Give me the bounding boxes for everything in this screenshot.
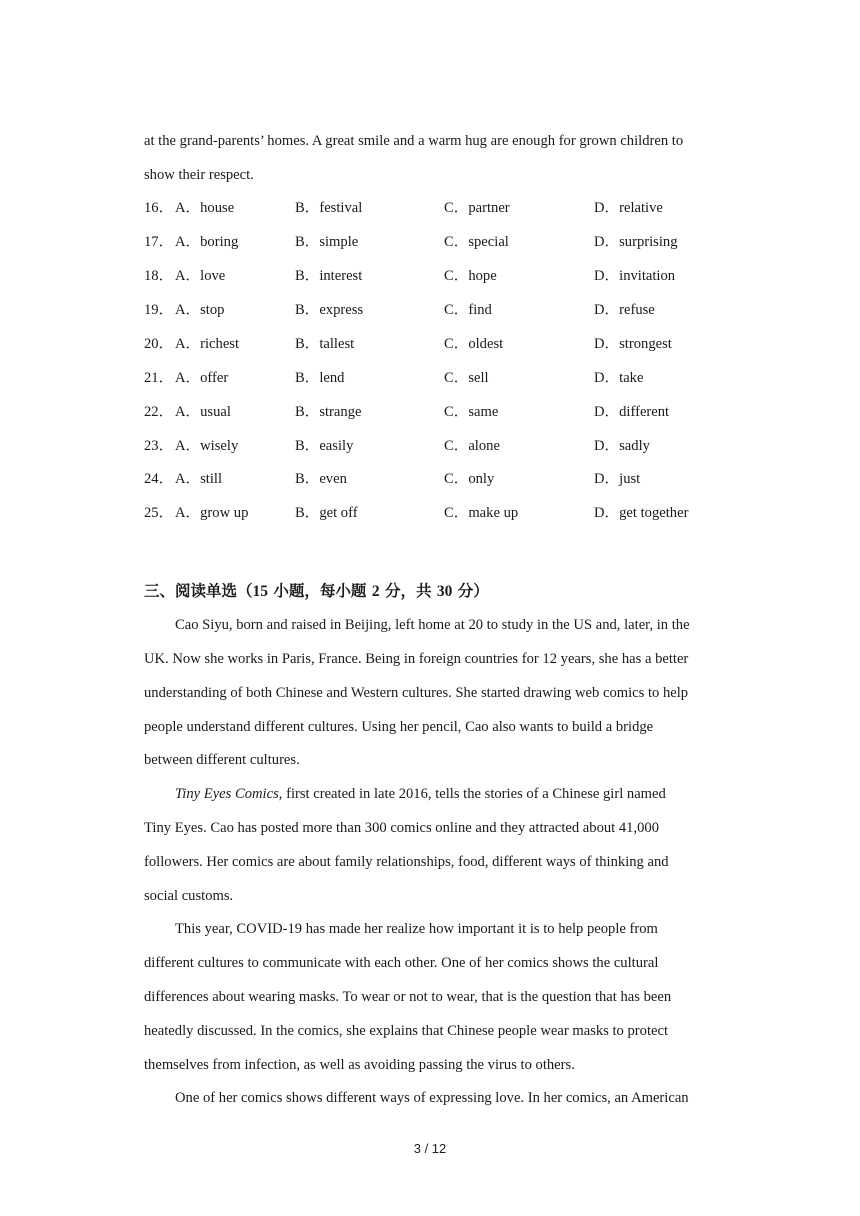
- option-c: C．make up: [444, 505, 519, 521]
- option-b: B．simple: [295, 234, 359, 250]
- comic-title: Tiny Eyes Comics: [175, 786, 279, 802]
- reading-line: different cultures to communicate with each other. One of her comics shows the cultural: [144, 955, 659, 971]
- option-a: A．offer: [175, 370, 229, 386]
- option-c: C．find: [444, 302, 492, 318]
- section-heading: [144, 580, 489, 603]
- option-a: A．stop: [175, 302, 225, 318]
- reading-text: , first created in late 2016, tells the stories of a Chinese girl named: [278, 786, 666, 802]
- question-number: 24．: [144, 471, 174, 487]
- reading-line: [175, 784, 666, 804]
- option-b: B．strange: [295, 404, 362, 420]
- option-c: C．sell: [444, 370, 489, 386]
- option-d: D．take: [594, 370, 644, 386]
- reading-line: followers. Her comics are about family relationships, food, different ways of thinking and: [144, 854, 669, 870]
- section-heading-prefix: 三、阅读单选（: [144, 582, 253, 600]
- question-count: 15: [252, 583, 269, 600]
- option-c: C．partner: [444, 200, 510, 216]
- option-c: C．oldest: [444, 336, 504, 352]
- option-a: A．still: [175, 471, 223, 487]
- reading-line: differences about wearing masks. To wear or not to wear, that is the question that has been: [144, 989, 672, 1005]
- section-heading-text: 分，共: [379, 582, 437, 600]
- reading-line: UK. Now she works in Paris, France. Being in foreign countries for 12 years, she has a better: [144, 651, 689, 667]
- question-number: 19．: [144, 302, 174, 318]
- option-b: B．get off: [295, 505, 358, 521]
- question-number: 20．: [144, 336, 174, 352]
- option-a: A．grow up: [175, 505, 249, 521]
- points-per-question: 2: [371, 583, 380, 600]
- option-a: A．house: [175, 200, 235, 216]
- reading-line: heatedly discussed. In the comics, she explains that Chinese people wear masks to protect: [144, 1023, 669, 1039]
- section-heading-text: 小题，每小题: [268, 582, 372, 600]
- question-number: 23．: [144, 438, 174, 454]
- question-number: 18．: [144, 268, 174, 284]
- option-b: B．lend: [295, 370, 345, 386]
- reading-line: One of her comics shows different ways of expressing love. In her comics, an American: [175, 1090, 689, 1106]
- question-number: 22．: [144, 404, 174, 420]
- option-d: D．different: [594, 404, 670, 420]
- option-a: A．love: [175, 268, 226, 284]
- option-a: A．richest: [175, 336, 240, 352]
- option-c: C．alone: [444, 438, 500, 454]
- option-b: B．express: [295, 302, 364, 318]
- passage-line: show their respect.: [144, 167, 254, 183]
- reading-line: understanding of both Chinese and Western cultures. She started drawing web comics to help: [144, 685, 689, 701]
- option-a: A．boring: [175, 234, 239, 250]
- section-heading-suffix: 分）: [452, 582, 489, 600]
- question-number: 25．: [144, 505, 174, 521]
- question-number: 17．: [144, 234, 174, 250]
- reading-line: This year, COVID-19 has made her realize how important it is to help people from: [175, 921, 658, 937]
- reading-line: Cao Siyu, born and raised in Beijing, left home at 20 to study in the US and, later, in the: [175, 617, 690, 633]
- option-c: C．hope: [444, 268, 497, 284]
- page-number: 3 / 12: [413, 1141, 447, 1156]
- option-b: B．tallest: [295, 336, 355, 352]
- reading-line: Tiny Eyes. Cao has posted more than 300 comics online and they attracted about 41,000: [144, 820, 660, 836]
- option-d: D．relative: [594, 200, 663, 216]
- option-d: D．strongest: [594, 336, 672, 352]
- option-b: B．easily: [295, 438, 354, 454]
- reading-line: between different cultures.: [144, 752, 300, 768]
- option-c: C．same: [444, 404, 499, 420]
- reading-line: themselves from infection, as well as avoiding passing the virus to others.: [144, 1057, 575, 1073]
- passage-line: at the grand-parents’ homes. A great smile and a warm hug are enough for grown children to: [144, 133, 684, 149]
- option-d: D．just: [594, 471, 641, 487]
- reading-line: people understand different cultures. Using her pencil, Cao also wants to build a bridge: [144, 719, 654, 735]
- question-number: 16．: [144, 200, 174, 216]
- reading-line: social customs.: [144, 888, 234, 904]
- option-d: D．surprising: [594, 234, 678, 250]
- option-b: B．festival: [295, 200, 363, 216]
- option-d: D．invitation: [594, 268, 676, 284]
- option-c: C．special: [444, 234, 509, 250]
- total-points: 30: [436, 583, 453, 600]
- option-c: C．only: [444, 471, 495, 487]
- option-d: D．get together: [594, 505, 689, 521]
- option-d: D．sadly: [594, 438, 650, 454]
- option-b: B．even: [295, 471, 347, 487]
- option-a: A．usual: [175, 404, 231, 420]
- option-b: B．interest: [295, 268, 363, 284]
- question-number: 21．: [144, 370, 174, 386]
- option-d: D．refuse: [594, 302, 655, 318]
- option-a: A．wisely: [175, 438, 239, 454]
